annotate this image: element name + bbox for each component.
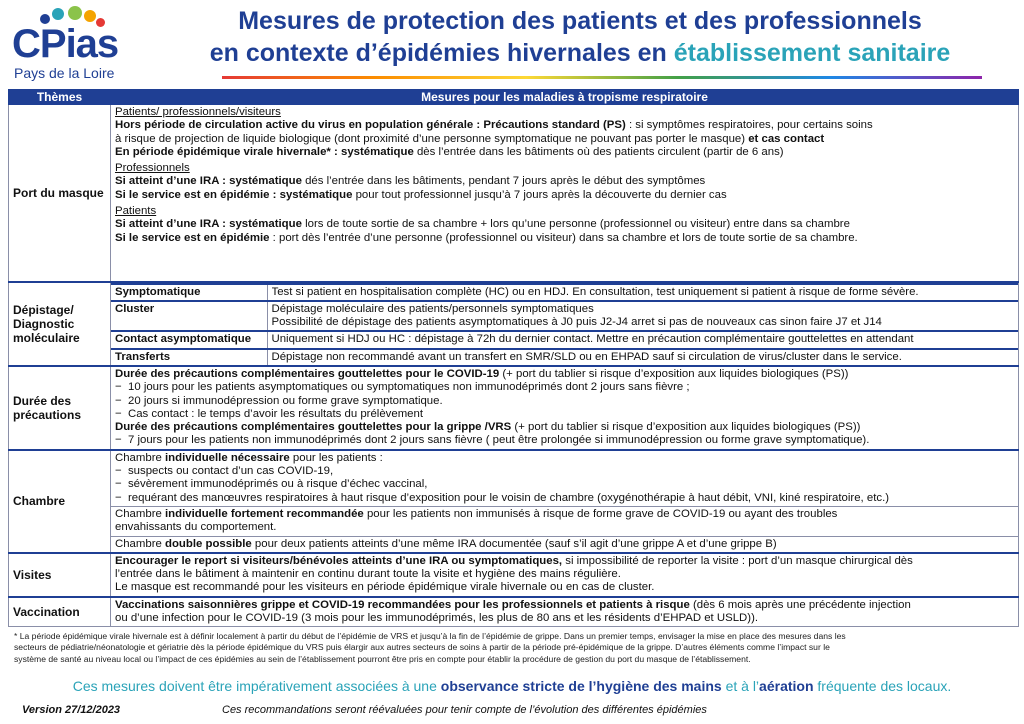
bold-text: individuelle fortement recommandée	[165, 507, 364, 520]
line	[115, 368, 1014, 381]
text: : port dès l’entrée d’une personne (professionnel ou visiteur) dans sa chambre et lors de toute sortie de sa chambre.	[269, 231, 858, 244]
line	[115, 189, 1014, 202]
content-chambre	[111, 450, 1019, 553]
text: Chambre	[115, 451, 166, 464]
logo-dot-icon	[68, 6, 82, 20]
list-item: − sévèrement immunodéprimés ou à risque d’échec vaccinal,	[115, 478, 1014, 491]
list-item: − suspects ou contact d’un cas COVID-19,	[115, 465, 1014, 478]
line: Le masque est recommandé pour les visiteurs en période épidémique virale hivernale ou en cas de cluster.	[115, 581, 655, 594]
row-visites	[9, 553, 1019, 597]
row-vaccination	[9, 597, 1019, 627]
bold-text: Hors période de circulation active du virus en population générale : Précautions standard (PS)	[115, 119, 626, 132]
value-symptomatique	[267, 284, 1018, 301]
depistage-subtable	[111, 283, 1018, 365]
text: Ces mesures doivent être impérativement associées à une	[72, 678, 441, 694]
row-port-masque	[9, 105, 1019, 282]
text: Chambre	[115, 537, 166, 550]
bold-text: Si le service est en épidémie	[115, 231, 270, 244]
text: (+ port du tablier si risque d’exposition aux liquides biologiques (PS))	[511, 421, 861, 434]
line	[115, 452, 1014, 465]
bold-text: double possible	[165, 537, 252, 550]
line	[115, 421, 1014, 434]
reevaluation-note: Ces recommandations seront réévaluées pour tenir compte de l’évolution des différentes épidémies	[222, 704, 707, 716]
line: l’entrée dans le bâtiment à maintenir en continu durant toute la visite et hygiène des mains régulière.	[115, 568, 621, 581]
chambre-block-2	[111, 507, 1018, 537]
line	[115, 218, 1014, 231]
key-transferts: Transferts	[111, 349, 267, 365]
text: fréquente des locaux.	[813, 678, 952, 694]
footnote-line: système de santé au niveau local ou l’impact de ces épidémies au sein de l’établissement pourront être pris en compte pour établir la procédure de gestion du port du masque de l’établissement.	[14, 653, 751, 664]
line	[115, 232, 1014, 245]
value-contact	[267, 331, 1018, 348]
bold-text: et cas contact	[748, 132, 825, 145]
theme-visites: Visites	[9, 553, 111, 597]
bold-text: Si atteint d’une IRA : systématique	[115, 175, 302, 188]
content-duree	[111, 366, 1019, 450]
list-item: − 20 jours si immunodépression ou forme grave symptomatique.	[115, 395, 1014, 408]
closing-statement	[0, 678, 1024, 694]
text: dès l’entrée dans les bâtiments où des patients circulent (partir de 6 ans)	[413, 145, 784, 158]
theme-line: Diagnostic	[13, 316, 75, 331]
text: lors de toute sortie de sa chambre + lors qu’une personne (professionnel ou visiteur) entre dans sa chambre	[301, 218, 850, 231]
bold-text: Vaccinations saisonnières grippe et COVID-19 recommandées pour les professionnels et patients à risque	[115, 598, 690, 611]
line: Dépistage moléculaire des patients/personnels symptomatiques	[271, 302, 594, 315]
logo-dot-icon	[84, 10, 96, 22]
text: si impossibilité de reporter la visite : port d’un masque chirurgical dès	[562, 554, 913, 567]
theme-line: précautions	[13, 407, 82, 422]
line: Uniquement si HDJ ou HC : dépistage à 72h du dernier contact. Mettre en précaution complémentaire gouttelettes en attendant	[271, 333, 914, 346]
footnote-line: secteurs de pédiatrie/néonatologie et gériatrie dès la période épidémique du VRS puis élargir aux autres secteurs de soins à partir de la période pré-épidémique de la grippe. D’autres éléments comme l’impact sur le	[14, 642, 830, 653]
line	[115, 599, 1014, 612]
line	[115, 538, 1014, 551]
bold-text: Durée des précautions complémentaires gouttelettes pour la grippe /VRS	[115, 421, 512, 434]
text: (+ port du tablier si risque d’exposition aux liquides biologiques (PS))	[499, 367, 849, 380]
content-port-masque	[111, 105, 1019, 282]
key-cluster: Cluster	[111, 301, 267, 332]
theme-line: Dépistage/	[13, 302, 74, 317]
text: pour les patients non immunisés à risque de forme grave de COVID-19 ou ayant des troubles	[363, 507, 838, 520]
list-item: − 10 jours pour les patients asymptomatiques ou symptomatiques non immunodéprimés dont 2 jours sans fièvre ;	[115, 381, 1014, 394]
subheading-patients: Patients	[115, 205, 157, 218]
header-themes: Thèmes	[9, 90, 111, 105]
theme-depistage	[9, 282, 111, 366]
line	[115, 146, 1014, 159]
table-header-row	[9, 90, 1019, 105]
subheading-all: Patients/ professionnels/visiteurs	[115, 106, 281, 118]
content-visites	[111, 553, 1019, 597]
value-transferts	[267, 349, 1018, 365]
table-row	[111, 284, 1018, 301]
theme-vaccination: Vaccination	[9, 597, 111, 627]
bold-text: Si atteint d’une IRA : systématique	[115, 218, 302, 231]
footnote	[14, 631, 1014, 665]
text: pour les patients :	[289, 451, 383, 464]
line	[115, 119, 1014, 132]
header	[0, 0, 1024, 86]
rainbow-divider	[222, 76, 982, 79]
line: ou d’une infection pour le COVID-19 (3 mois pour les immunodéprimés, les plus de 80 ans et les résidents d’EHPAD et USLD)).	[115, 612, 759, 625]
text: (dès 6 mois après une précédente injection	[689, 598, 911, 611]
line: Test si patient en hospitalisation complète (HC) ou en HDJ. En consultation, test uniquement si patient à risque de forme sévère.	[271, 285, 919, 298]
line	[115, 508, 1014, 521]
text: Chambre	[115, 507, 166, 520]
row-duree	[9, 366, 1019, 450]
bold-text: Encourager le report si visiteurs/bénévoles atteints d’une IRA ou symptomatiques,	[115, 554, 563, 567]
page-title	[140, 5, 1020, 69]
text: : si symptômes respiratoires, pour certains soins	[625, 119, 873, 132]
bold-text: aération	[759, 678, 814, 694]
theme-port-masque: Port du masque	[9, 105, 111, 282]
list-item: − Cas contact : le temps d’avoir les résultats du prélèvement	[115, 408, 1014, 421]
line: envahissants du comportement.	[115, 521, 277, 534]
list-item: − 7 jours pour les patients non immunodéprimés dont 2 jours sans fièvre ( peut être prolongée si immunodépression ou forme grave symptomatique).	[115, 434, 1014, 447]
title-line-2-prefix: en contexte d’épidémies hivernales en	[209, 39, 674, 67]
theme-line: moléculaire	[13, 330, 80, 345]
content-vaccination	[111, 597, 1019, 627]
text: pour deux patients atteints d’une même IRA documentée (sauf s’il agit d’une grippe A et d’une grippe B)	[251, 537, 777, 550]
footnote-line: * La période épidémique virale hivernale est à définir localement à partir du début de l’épidémie de VRS et jusqu’à la fin de l’épidémie de grippe. Dans un premier temps, envisager la mise en place des mesures dans les	[14, 631, 846, 641]
row-chambre	[9, 450, 1019, 553]
measures-table	[8, 89, 1019, 627]
logo-subtitle: Pays de la Loire	[14, 65, 115, 81]
theme-duree	[9, 366, 111, 450]
chambre-block-3	[111, 537, 1018, 552]
text: pour tout professionnel jusqu’à 7 jours après la découverte du dernier cas	[352, 188, 727, 201]
table-row	[111, 331, 1018, 348]
title-accent: établissement sanitaire	[673, 39, 951, 67]
list-item: − requérant des manœuvres respiratoires à haut risque d’exposition pour le voisin de chambre (oxygénothérapie à haut débit, VNI, kiné respiratoire, etc.)	[115, 492, 1014, 505]
header-measures: Mesures pour les maladies à tropisme respiratoire	[111, 90, 1019, 105]
line: Dépistage non recommandé avant un transfert en SMR/SLD ou en EHPAD sauf si circulation de virus/cluster dans le service.	[271, 350, 902, 363]
line	[115, 133, 1014, 146]
content-depistage	[111, 282, 1019, 366]
line	[115, 555, 1014, 568]
text: à risque de projection de liquide biologique (dont proximité d’une personne symptomatique ne pouvant pas porter le masque)	[115, 132, 749, 145]
text: dés l’entrée dans les bâtiments, pendant 7 jours après le début des symptômes	[301, 175, 706, 188]
bold-text: En période épidémique virale hivernale* : systématique	[115, 145, 414, 158]
version-label: Version 27/12/2023	[22, 704, 121, 716]
title-line-1: Mesures de protection des patients et des professionnels	[238, 7, 922, 35]
row-depistage	[9, 282, 1019, 366]
chambre-block-1	[111, 451, 1018, 507]
theme-line: Durée des	[13, 393, 72, 408]
line	[115, 175, 1014, 188]
logo-wordmark: CPias	[12, 22, 119, 66]
key-contact: Contact asymptomatique	[111, 331, 267, 348]
text: et à l’	[721, 678, 760, 694]
theme-chambre: Chambre	[9, 450, 111, 553]
subheading-professionals: Professionnels	[115, 162, 190, 175]
bold-text: Durée des précautions complémentaires gouttelettes pour le COVID-19	[115, 367, 500, 380]
key-symptomatique: Symptomatique	[111, 284, 267, 301]
line: Possibilité de dépistage des patients asymptomatiques à J0 puis J2-J4 arret si pas de nouveaux cas sinon faire J7 et J14	[271, 316, 882, 329]
title-line-2	[140, 37, 1020, 69]
logo-dot-icon	[52, 8, 64, 20]
table-row	[111, 349, 1018, 365]
bold-text: Si le service est en épidémie : systématique	[115, 188, 353, 201]
bold-text: observance stricte de l’hygiène des mains	[440, 678, 722, 694]
value-cluster	[267, 301, 1018, 332]
table-row	[111, 301, 1018, 332]
bold-text: individuelle nécessaire	[165, 451, 290, 464]
cpias-logo	[8, 4, 130, 82]
